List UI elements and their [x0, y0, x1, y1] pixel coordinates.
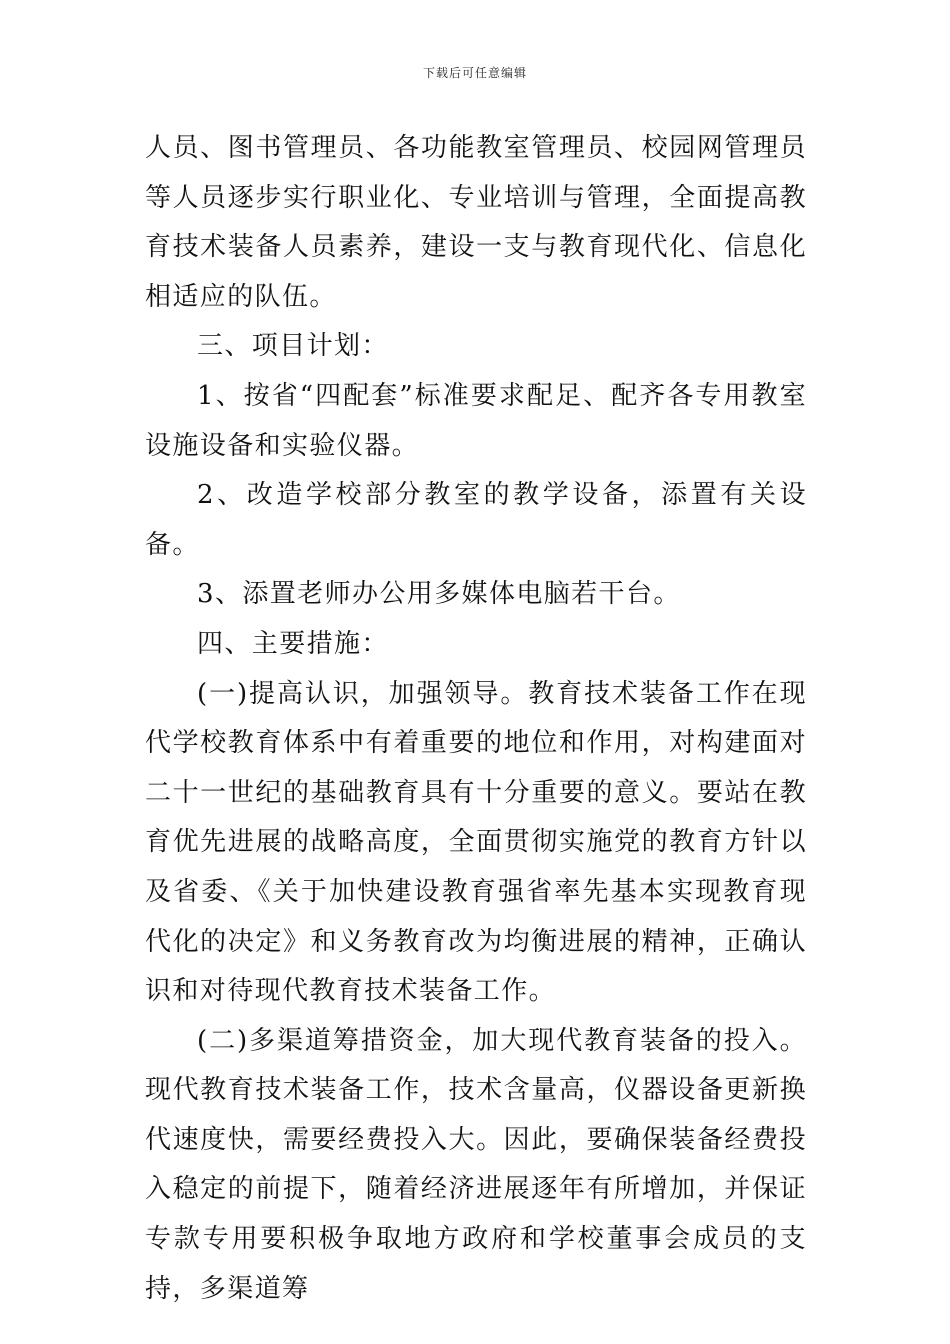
heading-project-plan: 三、项目计划： [197, 331, 389, 362]
document-body [145, 124, 807, 1314]
plan-item-2: 2、改造学校部分教室的教学设备，添置有关设备。 [145, 480, 807, 560]
plan-item-3: 3、添置老师办公用多媒体电脑若干台。 [197, 579, 681, 610]
paragraph-personnel: 人员、图书管理员、各功能教室管理员、校园网管理员等人员逐步实行职业化、专业培训与管理，全面提高教育技术装备人员素养，建设一支与教育现代化、信息化相适应的队伍。 [145, 133, 807, 312]
measure-1-paragraph: (一)提高认识，加强领导。教育技术装备工作在现代学校教育体系中有着重要的地位和作用，对构建面对二十一世纪的基础教育具有十分重要的意义。要站在教育优先进展的战略高度，全面贯彻实施党的教育方针以及省委、《关于加快建设教育强省率先基本实现教育现代化的决定》和义务教育改为均衡进展的精神，正确认识和对待现代教育技术装备工作。 [145, 678, 807, 1007]
plan-item-1: 1、按省“四配套”标准要求配足、配齐各专用教室设施设备和实验仪器。 [145, 380, 807, 461]
measure-2-paragraph: (二)多渠道筹措资金，加大现代教育装备的投入。现代教育技术装备工作，技术含量高，仪器设备更新换代速度快，需要经费投入大。因此，要确保装备经费投入稳定的前提下，随着经济进展逐年有所增加，并保证专款专用要积极争取地方政府和学校董事会成员的支持，多渠道筹 [145, 1025, 807, 1304]
heading-main-measures: 四、主要措施： [197, 628, 389, 659]
page-header: 下载后可任意编辑 [422, 66, 527, 80]
